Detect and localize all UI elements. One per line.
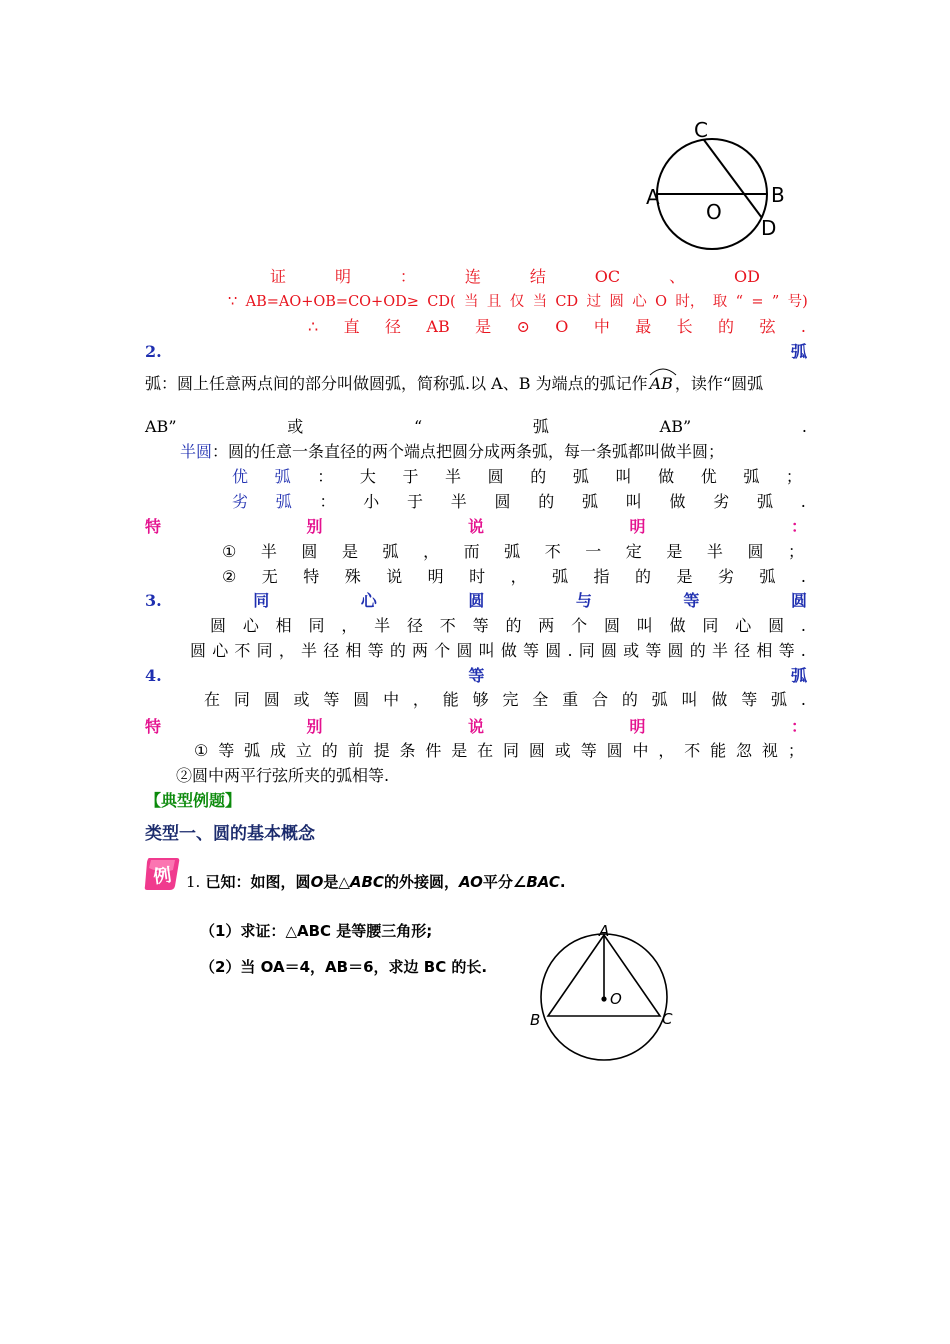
semicircle-label: 半圆 [180, 442, 213, 461]
center-point-o [601, 996, 606, 1001]
example-badge-shape [143, 856, 181, 892]
arc-definition-line-2: AB” 或 “ 弧 AB” . [145, 417, 807, 436]
major-arc-definition: 优 弧 ： 大 于 半 圆 的 弧 叫 做 优 弧 ； [232, 467, 802, 486]
section-2-heading: 2. 弧 [145, 342, 807, 361]
example-badge-icon [143, 856, 181, 892]
special-note-1: ① 半 圆 是 弧 ， 而 弧 不 一 定 是 半 圆 ； [222, 542, 804, 561]
label-o: O [610, 990, 622, 1008]
inscribed-triangle-diagram [524, 922, 684, 1067]
special-note-heading-1: 特 别 说 明 ： [145, 517, 807, 536]
arc-ab-notation: AB [648, 373, 675, 395]
special-note-heading-2: 特 别 说 明 ： [145, 717, 807, 736]
section-4-heading: 4. 等 弧 [145, 666, 807, 685]
arc-symbol-icon [648, 366, 678, 376]
question-2: （2）当 OA＝4，AB＝6，求边 BC 的长. [200, 958, 488, 976]
label-b: B [771, 183, 785, 207]
label-c: C [694, 118, 708, 142]
label-b: B [530, 1011, 541, 1029]
concentric-definition: 圆 心 相 同 ， 半 径 不 等 的 两 个 圆 叫 做 同 心 圆 . [210, 616, 806, 635]
equal-arc-definition: 在 同 圆 或 等 圆 中 ， 能 够 完 全 重 合 的 弧 叫 做 等 弧 . [204, 690, 806, 709]
type-one-heading: 类型一、圆的基本概念 [145, 824, 315, 844]
equal-circle-definition: 圆 心 不 同 ， 半 径 相 等 的 两 个 圆 叫 做 等 圆 . 同 圆 或 等 圆 的 半 径 相 等 . [190, 641, 806, 660]
typical-examples-heading: 【典型例题】 [145, 791, 242, 810]
proof-line-3: ∴ 直 径 AB 是 ⊙ O 中 最 长 的 弦 . [308, 317, 806, 336]
equal-arc-note-2: ②圆中两平行弦所夹的弧相等. [176, 766, 390, 785]
label-c: C [662, 1010, 673, 1028]
label-o: O [706, 200, 722, 224]
semicircle-definition: 半圆：圆的任意一条直径的两个端点把圆分成两条弧，每一条弧都叫做半圆； [180, 442, 725, 461]
proof-line-2: ∵ AB=AO+OB=CO+OD≥ CD( 当 且 仅 当 CD 过 圆 心 O 时， 取 “ = ” 号) [228, 294, 808, 310]
minor-arc-definition: 劣 弧 ： 小 于 半 圆 的 弧 叫 做 劣 弧 . [232, 492, 806, 511]
special-note-2: ② 无 特 殊 说 明 时 ， 弧 指 的 是 劣 弧 . [222, 567, 806, 586]
question-1: （1）求证：△ABC 是等腰三角形; [200, 922, 433, 940]
label-a: A [646, 185, 660, 209]
label-a: A [599, 922, 610, 940]
example-badge-text: 例 [151, 864, 173, 889]
label-d: D [761, 216, 777, 240]
proof-line-1: 证 明 ： 连 结 OC 、 OD [270, 267, 760, 286]
circle-diagram-diameter-chord [640, 110, 800, 255]
problem-statement: 1. 已知：如图，圆O是△ABC的外接圆，AO平分∠BAC. [186, 873, 566, 891]
equal-arc-note-1: ① 等 弧 成 立 的 前 提 条 件 是 在 同 圆 或 等 圆 中 ， 不 能 忽 视 ； [194, 741, 804, 760]
arc-definition: 弧：圆上任意两点间的部分叫做圆弧，简称弧.以 A、B 为端点的弧记作 AB ，读作“圆弧 [145, 373, 763, 395]
section-3-heading: 3. 同 心 圆 与 等 圆 [145, 591, 807, 610]
